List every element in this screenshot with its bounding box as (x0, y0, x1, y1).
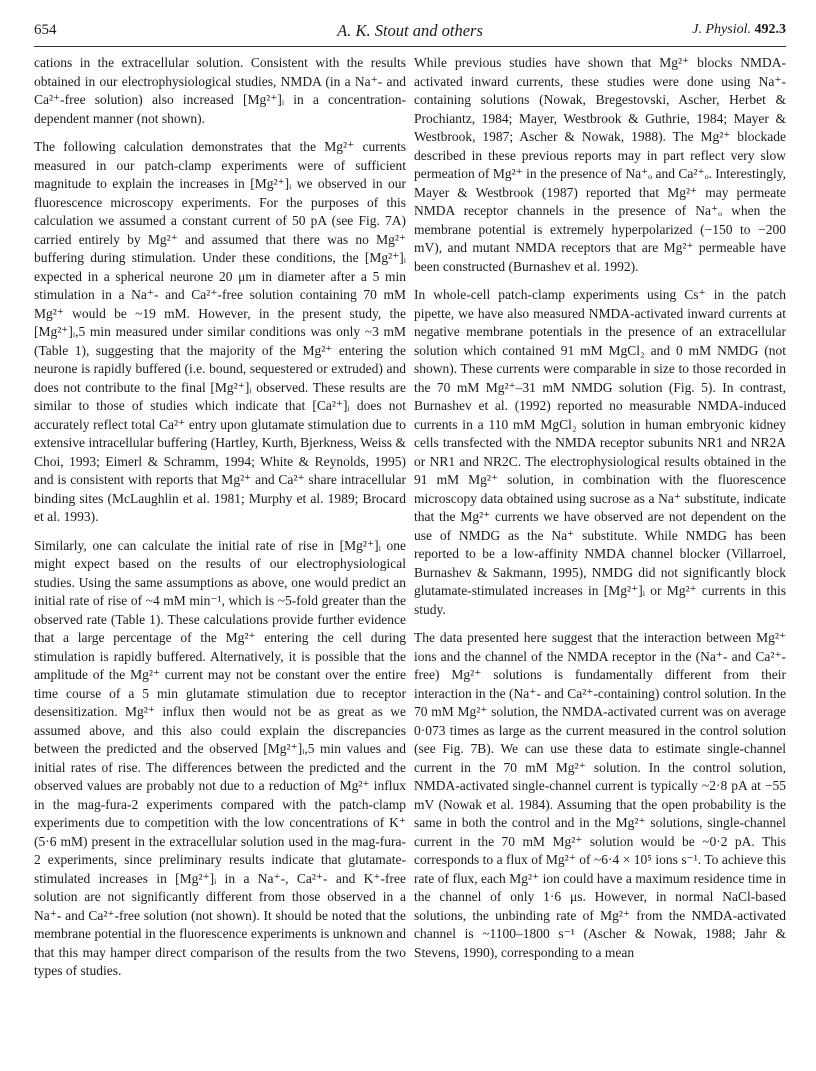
page-number: 654 (34, 22, 57, 38)
paragraph: cations in the extracellular solution. Consistent with the results obtained in our electrophysiological studies, NMDA (in a Na⁺- and Ca²⁺-free solution) also increased [Mg²⁺]ᵢ in a concentration-dependent manner (not shown). (34, 55, 406, 126)
journal-name: J. Physiol. (692, 22, 751, 37)
journal-volume: 492.3 (754, 22, 786, 37)
paragraph: In whole-cell patch-clamp experiments using Cs⁺ in the patch pipette, we have also measured NMDA-activated inward currents at negative membrane potentials in the presence of an extracellular solution which contained 91 mM MgCl₂ and 0 mM NMDG (not shown). These currents were comparable in size to those recorded in the 70 mM Mg²⁺–31 mM NMDG solution (Fig. 5). In contrast, Burnashev et al. (1992) reported no measurable NMDA-induced currents in a 110 mM MgCl₂ solution in human embryonic kidney cells transfected with the NMDA receptor subunits NR1 and NR2A or NR1 and NR2C. The electrophysiological results obtained in the 91 mM Mg²⁺ solution, in combination with the fluorescence microscopy data obtained using sucrose as a Na⁺ substitute, indicate that the Mg²⁺ currents we have observed are not dependent on the use of NMDG as the Na⁺ substitute. While NMDG has been reported to be a low-affinity NMDA channel blocker (Villarroel, Burnashev & Sakmann, 1995), NMDG did not significantly block glutamate-stimulated increases in [Mg²⁺]ᵢ or Mg²⁺ currents in this study. (414, 287, 786, 617)
paragraph: The following calculation demonstrates that the Mg²⁺ currents measured in our patch-clamp experiments were of sufficient magnitude to explain the increases in [Mg²⁺]ᵢ we observed in our fluorescence microscopy experiments. For the purposes of this calculation we assumed a constant current of 50 pA (see Fig. 7A) carried entirely by Mg²⁺ and assumed that there was no Mg²⁺ buffering during stimulation. Under these conditions, the [Mg²⁺]ᵢ expected in a spherical neurone 20 μm in diameter after a 5 min stimulation in a Na⁺- and Ca²⁺-free solution containing 70 mM Mg²⁺ would be ~19 mM. However, in the present study, the [Mg²⁺]ᵢ,5 min measured under similar conditions was only ~3 mM (Table 1), suggesting that the majority of the Mg²⁺ entering the neurone is rapidly buffered (i.e. bound, sequestered or extruded) and does not contribute to the final [Mg²⁺]ᵢ observed. These results are similar to those of studies which indicate that [Ca²⁺]ᵢ does not accurately reflect total Ca²⁺ entry upon glutamate stimulation due to extensive intracellular buffering (Hartley, Kurth, Bjerkness, Weiss & Choi, 1993; Eimerl & Schramm, 1994; White & Reynolds, 1995) and is consistent with reports that Mg²⁺ and Ca²⁺ share intracellular binding sites (McLaughlin et al. 1981; Murphy et al. 1989; Brocard et al. 1993). (34, 139, 406, 524)
header-rule (34, 46, 786, 47)
paragraph: Similarly, one can calculate the initial rate of rise in [Mg²⁺]ᵢ one might expect based on the results of our electrophysiological studies. Using the same assumptions as above, one would predict an initial rate of rise of ~4 mM min⁻¹, which is ~5-fold greater than the observed rate (Table 1). These calculations provide further evidence that a large percentage of the Mg²⁺ entering the cell during stimulation is rapidly buffered. Alternatively, it is possible that the amplitude of the Mg²⁺ current may not be constant over the entire time course of a 5 min glutamate stimulation due to receptor desensitization. Mg²⁺ influx then would not be as great as we assumed above, and this also could explain the discrepancies between the predicted and the observed [Mg²⁺]ᵢ,5 min values and initial rates of rise. The differences between the predicted and the observed values are probably not due to a reduction of Mg²⁺ influx in the mag-fura-2 experiments compared with the patch-clamp experiments due to competition with the low concentrations of K⁺ (5·6 mM) present in the extracellular solution used in the mag-fura-2 experiments, since preliminary results indicate that glutamate-stimulated increases in [Mg²⁺]ᵢ in a Na⁺-, Ca²⁺- and K⁺-free solution are not significantly different from those observed in a Na⁺- and Ca²⁺-free solution (not shown). It should be noted that the membrane potential in the fluorescence experiments is unknown and that this may hamper direct comparison of the results from the two types of studies. (34, 537, 406, 978)
paragraph: While previous studies have shown that Mg²⁺ blocks NMDA-activated inward currents, these studies were done using Na⁺-containing solutions (Nowak, Bregestovski, Ascher, Herbet & Prochiantz, 1984; Mayer, Westbrook & Guthrie, 1984; Mayer & Westbrook, 1987; Ascher & Nowak, 1988). The Mg²⁺ blockade described in these previous reports may in part reflect very slow permeation of Mg²⁺ in the presence of Na⁺ₒ and Ca²⁺ₒ. Interestingly, Mayer & Westbrook (1987) reported that Mg²⁺ may permeate NMDA receptor channels in the presence of Na⁺ₒ when the membrane potential is extremely hyperpolarized (−150 to −200 mV), and mutant NMDA receptors that are Mg²⁺ permeable have been constructed (Burnashev et al. 1992). (414, 55, 786, 274)
paragraph: The data presented here suggest that the interaction between Mg²⁺ ions and the channel of the NMDA receptor in the (Na⁺- and Ca²⁺-free) Mg²⁺ solutions is fundamentally different from their interaction in the (Na⁺- and Ca²⁺-containing) control solution. In the 70 mM Mg²⁺ solution, the NMDA-activated current was on average 0·073 times as large as the current measured in the control solution (see Fig. 7B). We can use these data to estimate single-channel current in the 70 mM Mg²⁺ solution. In the control solution, NMDA-activated single-channel current is typically ~2·8 pA at −55 mV (Nowak et al. 1984). Assuming that the open probability is the same in both the control and in the Mg²⁺ solutions, single-channel current in the 70 mM Mg²⁺ solution would be ~0·2 pA. This corresponds to a flux of Mg²⁺ of ~6·4 × 10⁵ ions s⁻¹. To achieve this rate of flux, each Mg²⁺ ion could have a maximum residence time in the channel of only 1·6 μs. However, in normal NaCl-based solutions, the unbinding rate of Mg²⁺ from the NMDA-activated channel is ~1100–1800 s⁻¹ (Ascher & Nowak, 1988; Jahr & Stevens, 1990), corresponding to a mean (414, 630, 786, 960)
journal-reference (692, 22, 786, 38)
running-authors: A. K. Stout and others (337, 21, 483, 40)
left-column (34, 54, 406, 991)
running-header (34, 20, 786, 44)
right-column (414, 54, 786, 972)
